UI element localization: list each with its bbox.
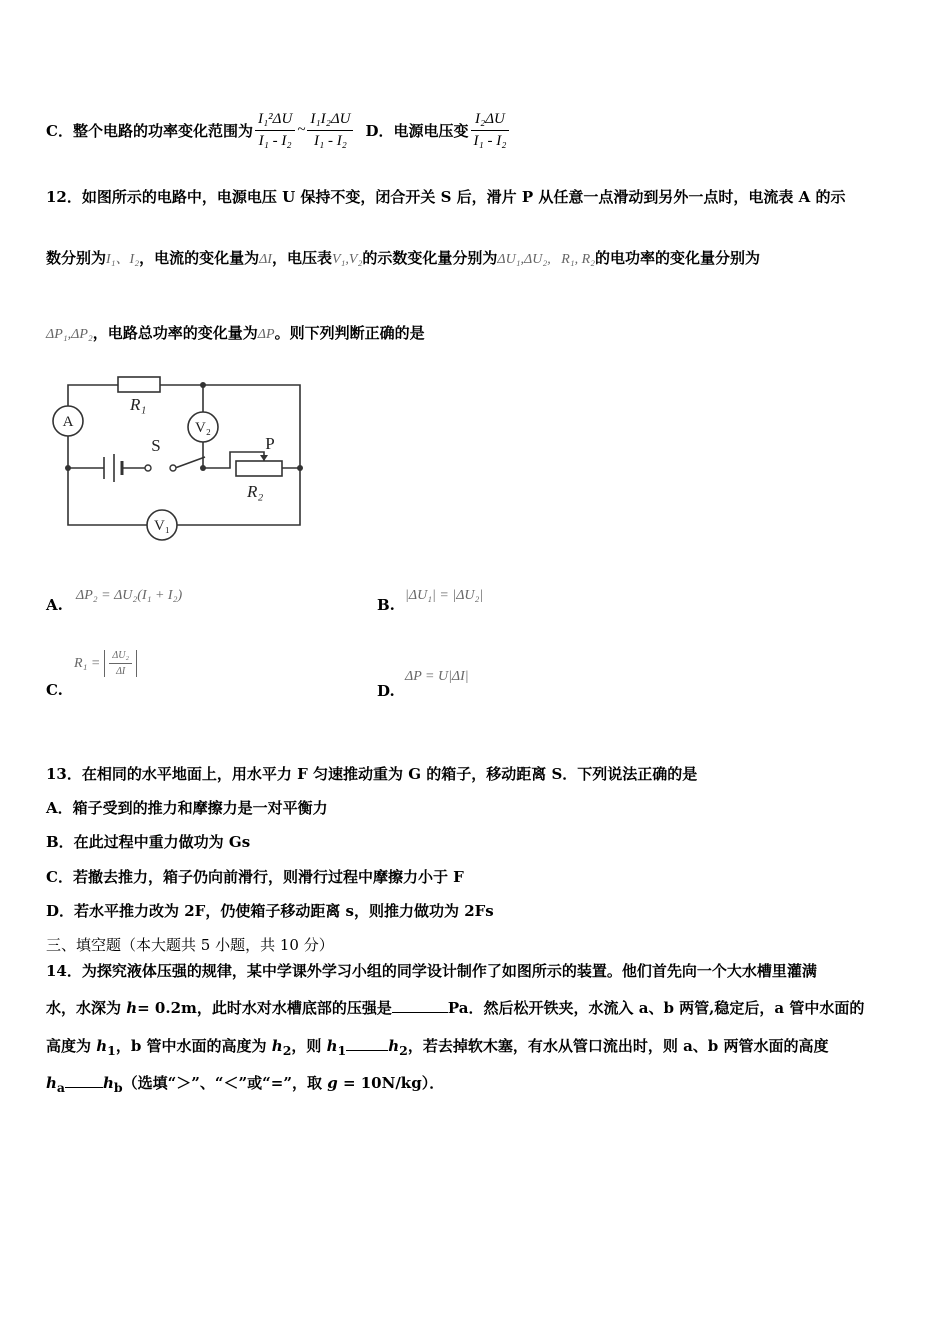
q12-circuit-diagram [40,365,320,555]
q12-delta-p: ΔP [257,327,275,342]
q11-c-fraction-2: $\frac{\text{I₁I₂ΔU}}{\text{I₁ - I₂}}$ [307,111,353,150]
q12-stem-line-3: ΔP₁,ΔP₂，电路总功率的变化量为ΔP。则下列判断正确的是 [46,324,425,342]
q13-option-c: C．若撤去推力，箱子仍向前滑行，则滑行过程中摩擦力小于 F [46,868,464,886]
q14-line-3: 高度为 $h_1$，b 管中水面的高度为 $h_2$，则 $h_1$ $h_2$，若去掉软木塞，有水从管口流出时，则 a、b 两管水面的高度 [46,1037,829,1058]
battery-icon [104,454,122,482]
q12-voltmeters: V₁,V₂ [332,252,363,267]
q12-c-fraction: $\frac{\text{ΔU₂}}{\Delta I}$ [109,650,132,677]
q14-pressure-blank[interactable] [392,1012,448,1013]
q12-delta-i: ΔI [259,252,272,267]
q13-option-d: D．若水平推力改为 2F，仍使箱子移动距离 s，则推力做功为 2Fs [46,902,494,920]
q11-c-tilde: ~ [297,121,306,138]
switch-label: S [151,436,161,455]
junction-dots [62,382,303,471]
q12-stem-line-1: 12．如图所示的电路中，电源电压 U 保持不变，闭合开关 S 后，滑片 P 从任意一点滑动到另外一点时，电流表 A 的示 [46,188,846,206]
q12-currents: I₁、I₂ [106,252,140,267]
q11-option-d-label: D．电源电压变 [365,121,469,140]
q14-line-1: 14．为探究液体压强的规律，某中学课外学习小组的同学设计制作了如图所示的装置。他们首先向一个大水槽里灌满 [46,962,817,980]
q13-option-a: A．箱子受到的推力和摩擦力是一对平衡力 [46,799,328,817]
r2-rheostat [236,455,282,476]
v1-label: V₁ [153,518,171,534]
q12-option-b: B. |ΔU₁| = |ΔU₂| [377,588,484,614]
q13-option-b: B．在此过程中重力做功为 Gs [46,833,251,851]
q14-line-4: $h_a$ $h_b$（选填“＞”、“＜”或“=”，取 g = 10N/kg）． [46,1074,445,1095]
q12-stem-line-2: 数分别为I₁、I₂，电流的变化量为ΔI，电压表V₁,V₂的示数变化量分别为ΔU₁,ΔU₂, R₁, R₂的电功率的变化量分别为 [46,249,761,267]
q12-option-c: C. R₁ = $\frac{\text{ΔU₂}}{\Delta I}$ [46,650,63,699]
r1-label: R₁ [130,395,147,414]
q11-option-c-label: C．整个电路的功率变化范围为 [46,121,253,140]
q12-delta-u: ΔU₁,ΔU₂, [497,252,551,267]
q12-option-d: D. ΔP = U|ΔI| [377,669,469,700]
q13-stem: 13．在相同的水平地面上，用水平力 F 匀速推动重为 G 的箱子，移动距离 S．下列说法正确的是 [46,765,698,783]
slider-arrow-icon [260,455,268,461]
r1-resistor [118,377,160,392]
q11-option-c [46,102,511,158]
q11-d-fraction: $\frac{\text{I₂ΔU}}{\text{I₁ - I₂}}$ [471,111,510,150]
v2-label: V₂ [194,420,212,436]
ammeter-label: A [62,414,74,430]
slider-label: P [265,434,275,453]
q11-c-fraction-1: $\frac{\text{I₁²ΔU}}{\text{I₁ - I₂}}$ [255,111,295,150]
q14-line-2: 水，水深为 h= 0.2m，此时水对水槽底部的压强是 Pa．然后松开铁夹，水流入 a、b 两管,稳定后，a 管中水面的 [46,999,865,1017]
q14-h-compare-blank[interactable] [346,1050,388,1051]
section-3-title: 三、填空题（本大题共 5 小题，共 10 分） [46,936,334,954]
r2-label: R₂ [247,482,264,501]
q12-resistors: R₁, R₂ [561,252,596,267]
q14-ha-hb-blank[interactable] [65,1087,103,1088]
q12-option-a: A. ΔP₂ = ΔU₂(I₁ + I₂) [46,588,183,614]
switch-icon [145,465,176,471]
q12-delta-p12: ΔP₁,ΔP₂ [46,327,93,342]
